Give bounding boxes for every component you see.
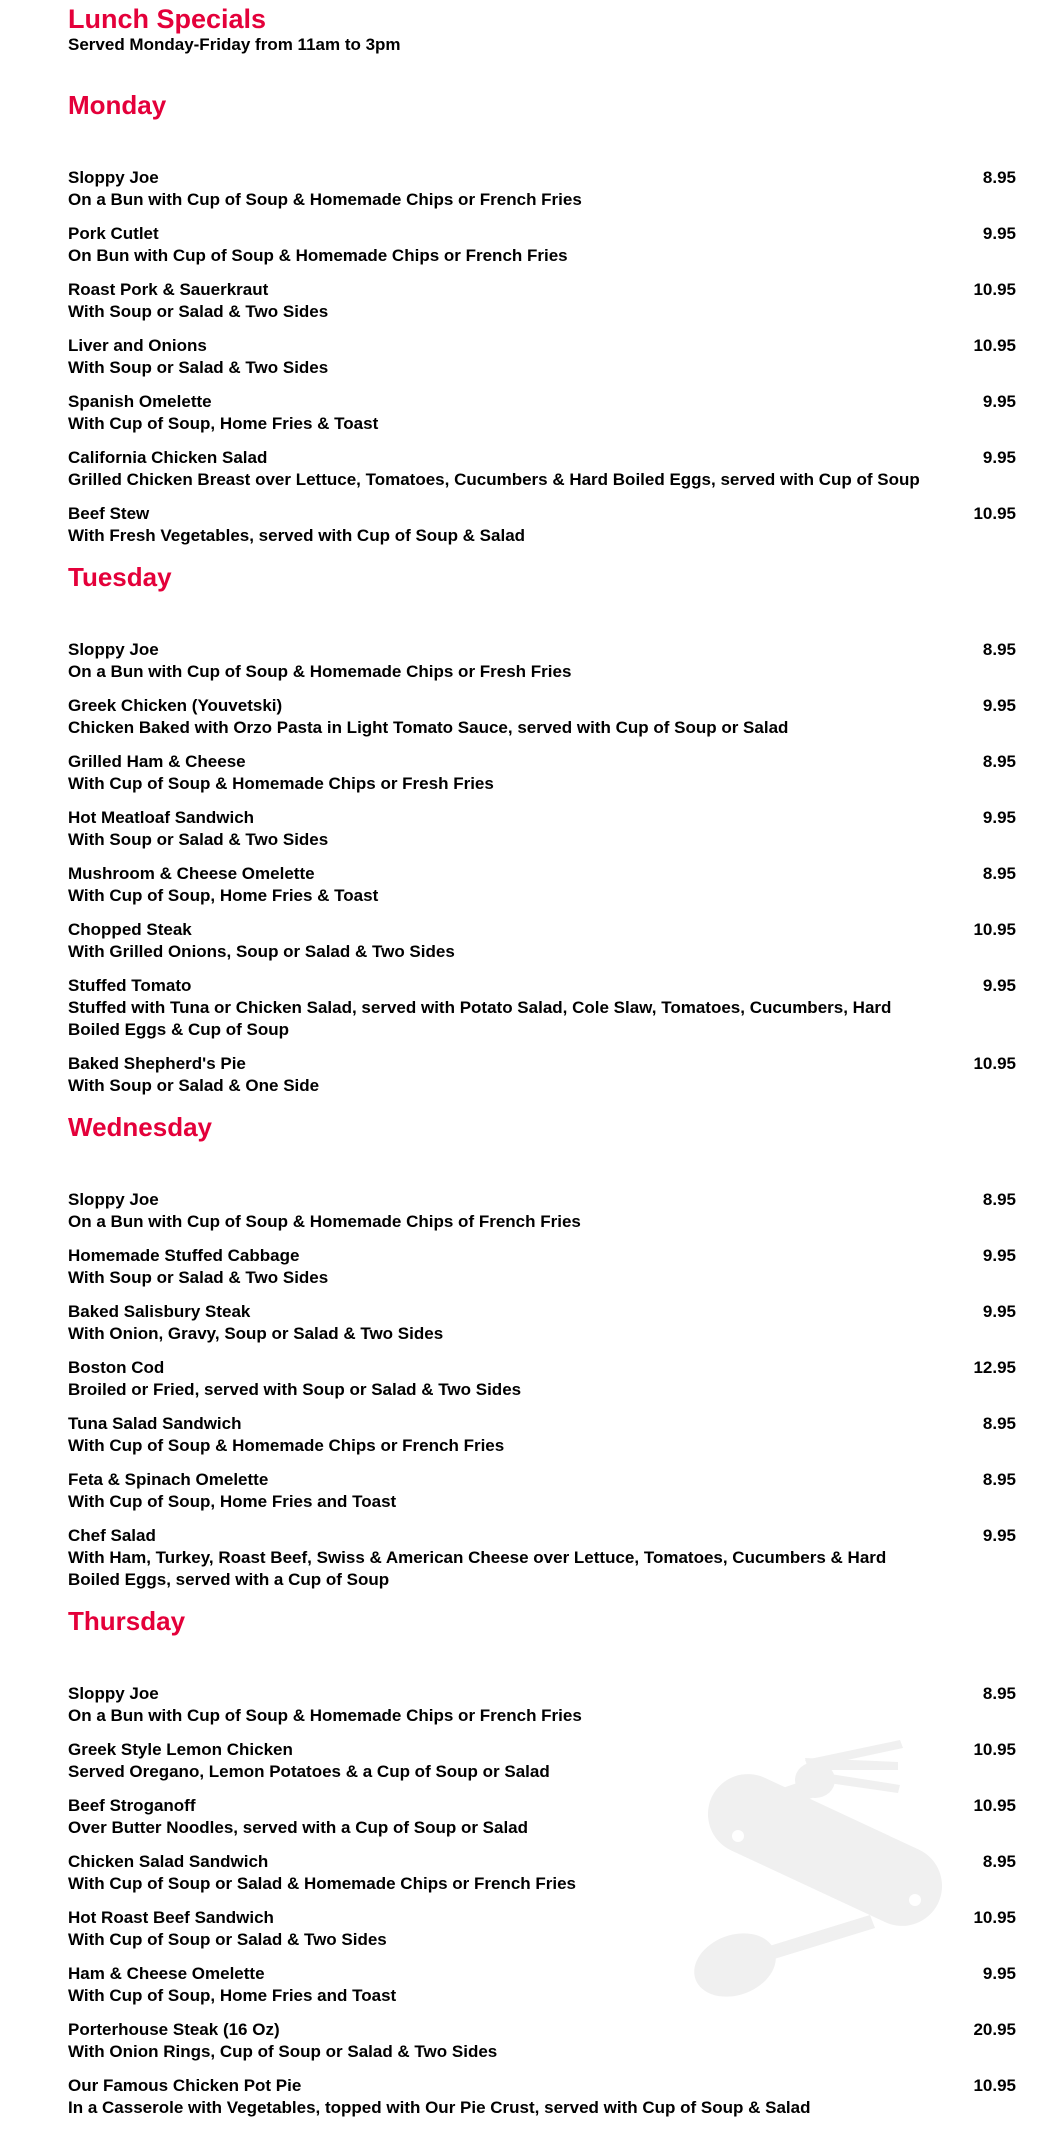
item-description: With Cup of Soup, Home Fries & Toast — [68, 886, 379, 905]
item-description: Chicken Baked with Orzo Pasta in Light Tomato Sauce, served with Cup of Soup or Salad — [68, 718, 789, 737]
day-heading: Thursday — [68, 1606, 186, 1636]
item-name: Sloppy Joe — [68, 168, 159, 187]
day-heading: Wednesday — [68, 1112, 213, 1142]
item-name: Beef Stroganoff — [68, 1796, 196, 1815]
item-price: 9.95 — [982, 448, 1016, 467]
item-price: 8.95 — [982, 864, 1016, 883]
item-description: Broiled or Fried, served with Soup or Salad & Two Sides — [68, 1380, 522, 1399]
item-name: Sloppy Joe — [68, 640, 159, 659]
item-name: Baked Salisbury Steak — [68, 1302, 251, 1321]
item-description: Grilled Chicken Breast over Lettuce, Tomatoes, Cucumbers & Hard Boiled Eggs, served with Cup of Soup — [68, 470, 920, 489]
menu-item — [68, 1739, 1016, 1795]
menu-item — [68, 1469, 1016, 1525]
item-description: With Cup of Soup & Homemade Chips or French Fries — [68, 1436, 505, 1455]
menu-item — [68, 695, 1016, 751]
menu-item — [68, 807, 1016, 863]
item-name: Tuna Salad Sandwich — [68, 1414, 242, 1433]
item-price: 8.95 — [982, 640, 1016, 659]
item-price: 9.95 — [982, 808, 1016, 827]
menu-item — [68, 863, 1016, 919]
item-name: Hot Roast Beef Sandwich — [68, 1908, 274, 1927]
item-description: With Cup of Soup or Salad & Two Sides — [68, 1930, 387, 1949]
day-section-thursday — [68, 1603, 1016, 2131]
day-section-monday — [68, 87, 1016, 559]
menu-item — [68, 335, 1016, 391]
item-price: 8.95 — [982, 168, 1016, 187]
menu-item — [68, 223, 1016, 279]
item-description: With Onion Rings, Cup of Soup or Salad & Two Sides — [68, 2042, 498, 2061]
item-name: Ham & Cheese Omelette — [68, 1964, 265, 1983]
item-description: With Cup of Soup & Homemade Chips or Fresh Fries — [68, 774, 494, 793]
item-name: Chicken Salad Sandwich — [68, 1852, 269, 1871]
menu-item — [68, 279, 1016, 335]
item-description: With Cup of Soup, Home Fries and Toast — [68, 1492, 397, 1511]
item-name: Mushroom & Cheese Omelette — [68, 864, 315, 883]
item-description: With Soup or Salad & Two Sides — [68, 302, 329, 321]
item-price: 10.95 — [973, 1740, 1016, 1759]
item-description: With Soup or Salad & Two Sides — [68, 830, 329, 849]
page-subtitle: Served Monday-Friday from 11am to 3pm — [68, 35, 401, 54]
item-price: 10.95 — [973, 504, 1016, 523]
menu-item — [68, 1053, 1016, 1109]
item-description: With Ham, Turkey, Roast Beef, Swiss & American Cheese over Lettuce, Tomatoes, Cucumbers & Hard Boiled Eggs, served with a Cup of Soup — [68, 1548, 887, 1589]
item-description: On a Bun with Cup of Soup & Homemade Chips of French Fries — [68, 1212, 581, 1231]
item-price: 10.95 — [973, 2076, 1016, 2095]
item-price: 8.95 — [982, 1852, 1016, 1871]
page-title: Lunch Specials — [68, 4, 267, 34]
item-name: Grilled Ham & Cheese — [68, 752, 246, 771]
item-name: Pork Cutlet — [68, 224, 159, 243]
menu-item — [68, 751, 1016, 807]
menu-item — [68, 1683, 1016, 1739]
item-description: On a Bun with Cup of Soup & Homemade Chips or French Fries — [68, 1706, 582, 1725]
item-name: Homemade Stuffed Cabbage — [68, 1246, 300, 1265]
item-name: Porterhouse Steak (16 Oz) — [68, 2020, 280, 2039]
item-price: 20.95 — [973, 2020, 1016, 2039]
menu-item — [68, 2075, 1016, 2131]
menu-item — [68, 1245, 1016, 1301]
item-price: 12.95 — [973, 1358, 1016, 1377]
item-description: On Bun with Cup of Soup & Homemade Chips or French Fries — [68, 246, 568, 265]
item-name: Chef Salad — [68, 1526, 156, 1545]
item-name: Spanish Omelette — [68, 392, 212, 411]
menu-item — [68, 639, 1016, 695]
item-price: 10.95 — [973, 336, 1016, 355]
menu-item — [68, 1907, 1016, 1963]
item-name: Boston Cod — [68, 1358, 165, 1377]
item-description: With Soup or Salad & Two Sides — [68, 1268, 329, 1287]
item-name: Greek Chicken (Youvetski) — [68, 696, 283, 715]
item-name: Sloppy Joe — [68, 1684, 159, 1703]
item-description: With Fresh Vegetables, served with Cup of Soup & Salad — [68, 526, 526, 545]
item-description: With Soup or Salad & Two Sides — [68, 358, 329, 377]
item-description: In a Casserole with Vegetables, topped with Our Pie Crust, served with Cup of Soup & Salad — [68, 2098, 811, 2117]
item-description: With Cup of Soup or Salad & Homemade Chips or French Fries — [68, 1874, 577, 1893]
item-description: Served Oregano, Lemon Potatoes & a Cup of Soup or Salad — [68, 1762, 550, 1781]
item-name: Roast Pork & Sauerkraut — [68, 280, 269, 299]
day-section-wednesday — [68, 1109, 1016, 1603]
item-name: Stuffed Tomato — [68, 976, 192, 995]
menu-item — [68, 391, 1016, 447]
menu-item — [68, 1413, 1016, 1469]
item-description: With Onion, Gravy, Soup or Salad & Two Sides — [68, 1324, 444, 1343]
item-description: On a Bun with Cup of Soup & Homemade Chips or Fresh Fries — [68, 662, 572, 681]
item-price: 9.95 — [982, 224, 1016, 243]
item-name: Greek Style Lemon Chicken — [68, 1740, 293, 1759]
item-price: 8.95 — [982, 1684, 1016, 1703]
item-price: 9.95 — [982, 976, 1016, 995]
item-description: Stuffed with Tuna or Chicken Salad, served with Potato Salad, Cole Slaw, Tomatoes, Cucumbers, Hard Boiled Eggs & Cup of Soup — [68, 998, 892, 1039]
item-price: 10.95 — [973, 1054, 1016, 1073]
item-price: 9.95 — [982, 1302, 1016, 1321]
menu-item — [68, 1525, 1016, 1603]
item-description: With Cup of Soup, Home Fries and Toast — [68, 1986, 397, 2005]
menu-item — [68, 1963, 1016, 2019]
menu-item — [68, 1357, 1016, 1413]
item-name: Hot Meatloaf Sandwich — [68, 808, 255, 827]
item-price: 9.95 — [982, 696, 1016, 715]
item-description: With Grilled Onions, Soup or Salad & Two Sides — [68, 942, 455, 961]
item-price: 8.95 — [982, 752, 1016, 771]
item-price: 10.95 — [973, 1796, 1016, 1815]
item-name: Baked Shepherd's Pie — [68, 1054, 246, 1073]
item-name: Our Famous Chicken Pot Pie — [68, 2076, 302, 2095]
item-description: On a Bun with Cup of Soup & Homemade Chips or French Fries — [68, 190, 582, 209]
item-name: Chopped Steak — [68, 920, 192, 939]
day-section-tuesday — [68, 559, 1016, 1109]
item-price: 10.95 — [973, 920, 1016, 939]
item-price: 9.95 — [982, 392, 1016, 411]
item-name: Beef Stew — [68, 504, 150, 523]
menu-item — [68, 503, 1016, 559]
item-price: 9.95 — [982, 1246, 1016, 1265]
item-description: Over Butter Noodles, served with a Cup of Soup or Salad — [68, 1818, 529, 1837]
item-description: With Cup of Soup, Home Fries & Toast — [68, 414, 379, 433]
menu-days — [68, 87, 1016, 2131]
menu-item — [68, 1301, 1016, 1357]
item-price: 8.95 — [982, 1190, 1016, 1209]
item-price: 10.95 — [973, 280, 1016, 299]
item-price: 8.95 — [982, 1414, 1016, 1433]
lunch-menu — [68, 0, 1016, 2131]
item-description: With Soup or Salad & One Side — [68, 1076, 320, 1095]
menu-item — [68, 1795, 1016, 1851]
menu-item — [68, 975, 1016, 1053]
item-name: Sloppy Joe — [68, 1190, 159, 1209]
menu-item — [68, 1189, 1016, 1245]
item-price: 9.95 — [982, 1526, 1016, 1545]
item-price: 10.95 — [973, 1908, 1016, 1927]
menu-item — [68, 167, 1016, 223]
menu-item — [68, 447, 1016, 503]
item-name: Liver and Onions — [68, 336, 207, 355]
item-price: 8.95 — [982, 1470, 1016, 1489]
day-heading: Monday — [68, 90, 167, 120]
item-name: Feta & Spinach Omelette — [68, 1470, 269, 1489]
menu-item — [68, 919, 1016, 975]
item-name: California Chicken Salad — [68, 448, 268, 467]
menu-item — [68, 2019, 1016, 2075]
menu-item — [68, 1851, 1016, 1907]
day-heading: Tuesday — [68, 562, 172, 592]
item-price: 9.95 — [982, 1964, 1016, 1983]
